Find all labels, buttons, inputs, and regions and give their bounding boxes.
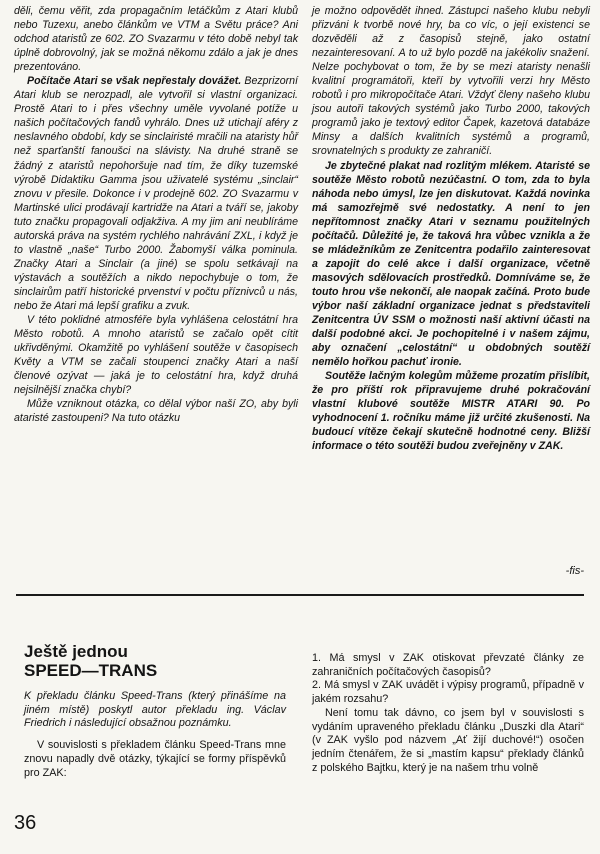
question-item: 2. Má smysl v ZAK uvádět i výpisy programů, případně v jakém rozsahu? bbox=[312, 679, 584, 706]
paragraph: Soutěže lačným kolegům můžeme prozatím přislíbit, že pro příští rok připravujeme druhé pokračování vlastní klubové soutěže MISTR ATARI 90. Po vyhodnocení 1. ročníku máme již určité zkušenosti. Na budoucí vítěze čekají skutečně hodnotné ceny. Bližší informace o této soutěži budou zveřejněny v ZAK. bbox=[312, 370, 590, 453]
paragraph: děli, čemu věřit, zda propagačním letáčkům z Atari klubů nebo Tuzexu, anebo článkům ve VTM a Světu práce? Ani odchod ataristů ze 602. ZO Svazarmu v této době nebyl tak úplně dobrovolný, jak se možná někomu zdálo a jak je dnes prezentováno. bbox=[14, 5, 298, 74]
page-number: 36 bbox=[14, 812, 37, 834]
headline-line-1: Ještě jednou bbox=[24, 642, 128, 661]
paragraph: je možno odpovědět ihned. Zástupci našeho klubu nebyli přizváni k tvorbě nové hry, ba co víc, o její existenci se dozvěděli až z časopisů stejně, jako ostatní nezainteresovaní. A to už bylo pozdě na jakékoliv snažení. Nelze pochybovat o tom, že by se mezi ataristy nenašli kvalitní programátoři, kteří by vytvořili verzi hry Město robotů i pro mikropočítače Atari. Vždyť členy našeho klubu jsou autoři takových systémů jako Turbo 2000, takových programů jako je textový editor Čapek, kazetová databáze Minsy a dalších kvalitních systémů a programů, srovnatelných s produkty ze zahraničí. bbox=[312, 5, 590, 158]
paragraph-body: Bezprizorní Atari klub se nerozpadl, ale vytvořil si vlastní organizaci. Prostě Atari to i přes všechny uměle vyvolané potíže u našich počítačových fandů vyhrálo. Dnes už utichají aféry z neslavného období, kdy se sinclairisté mračili na ataristy hůř než sparťanští fanoušci na slávisty. Na druhé straně se žádný z ataristů nepohoršuje nad tím, že díky tuzemské výrobě Didaktiku Gamma jsou uživatelé systému „sinclair“ znovu v přesile. Dokonce i v prodejně 602. ZO Svazarmu v Martinské ulici prodávají kartridže na Atari a tváří se, jakoby tuto značku propagovali odjakživa. A my jim ani neublíráme autorská práva na systém rychlého nahrávání ZXL, i když je to vlastně „naše“ Turbo 2000. Žabomyší válka pominula. Značky Atari a Sinclair (a jiné) se spolu setkávají na výstavách a soutěžích a nikdo nepochybuje o tom, že sinclairům patří historické prvenství v počtu příznivců u nás, nebo že Atari má lepší grafiku a zvuk. bbox=[14, 75, 298, 312]
article-body: V souvislosti s překladem článku Speed-Trans mne znovu napadly dvě otázky, týkající se formy příspěvků pro ZAK: bbox=[24, 739, 286, 779]
paragraph: Je zbytečné plakat nad rozlitým mlékem. Ataristé se soutěže Město robotů nezúčastní. O tom, zda to byla náhoda nebo úmysl, lze jen diskutovat. Každá novinka má samozřejmě své nedostatky. A není to jen nepřítomnost značky Atari v seznamu použitelných počítačů. Důležité je, že taková hra vůbec vznikla a že se mládežníkům ze Zenitcentra podařilo zainteresovat a zapojit do celé akce i další organizace, včetně masových sdělovacích prostředků. Domníváme se, že touto hrou vše nekončí, ale naopak začíná. Proto bude výbor naší základní organizace jednat s představiteli Zenitcentra ÚV SSM o možnosti naší aktivní účasti na další podobné akci. Je pochopitelné i v našem zájmu, aby označení „celostátní“ u obdobných soutěží nemělo hořkou pachuť ironie. bbox=[312, 159, 590, 369]
paragraph-lead: Počítače Atari se však nepřestaly dovážet. bbox=[27, 75, 242, 88]
article-intro: K překladu článku Speed-Trans (který přinášíme na jiném místě) poskytl autor překladu ing. Václav Friedrich i následující obsažnou poznámku. bbox=[24, 690, 286, 730]
article2-right-column bbox=[312, 652, 584, 775]
author-signature: -fis- bbox=[565, 565, 584, 577]
article-right-column bbox=[312, 4, 590, 454]
article-left-column bbox=[14, 4, 298, 425]
section-divider bbox=[16, 594, 584, 596]
question-item: 1. Má smysl v ZAK otiskovat převzaté články ze zahraničních počítačových časopisů? bbox=[312, 652, 584, 678]
paragraph: V této poklidné atmosféře byla vyhlášena celostátní hra Město robotů. A mnoho ataristů se začalo opět cítit ukřivděnými. Okamžitě po vyhlášení soutěže v časopisech Květy a VTM se začali stoupenci značky Atari a naší členové ozývat — jaká je to celostátní hra, když druhá nejsilnější značka chybí? bbox=[14, 314, 298, 397]
paragraph bbox=[14, 74, 298, 313]
paragraph: Může vzniknout otázka, co dělal výbor naší ZO, aby byli ataristé zastoupeni? Na tuto otázku bbox=[14, 398, 298, 425]
article-continuation: Není tomu tak dávno, co jsem byl v souvislosti s vydáním upraveného překladu článku „Duszki dla Atari“ (v ZAK vyšlo pod názvem „Ať žijí duchové!“) osočen jedním čtenářem, že si „mastím kapsu“ překlady článků z polského Bajtku, který je na našem trhu volně bbox=[312, 706, 584, 774]
article-headline bbox=[24, 642, 284, 680]
headline-line-2: SPEED—TRANS bbox=[24, 661, 158, 680]
article2-left-column bbox=[24, 690, 286, 780]
